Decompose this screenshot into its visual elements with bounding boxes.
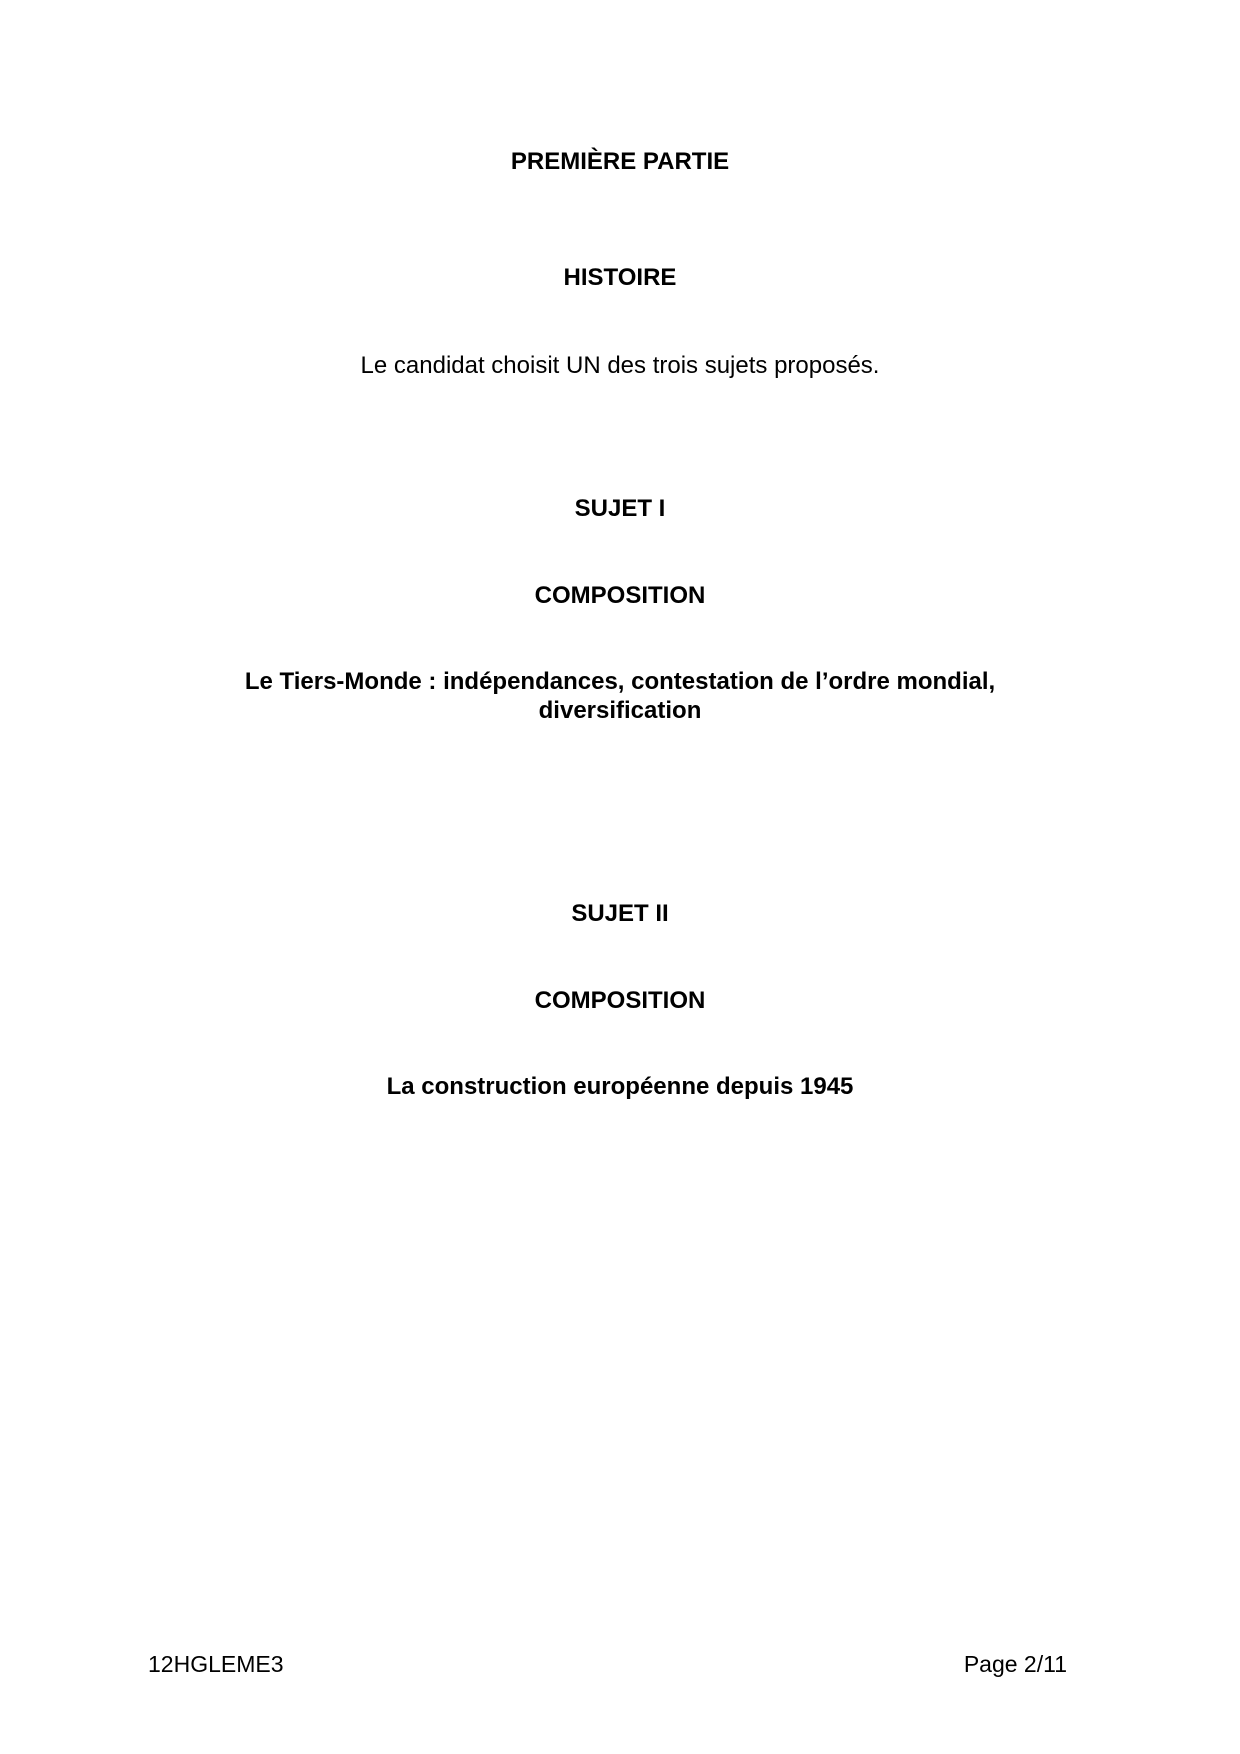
footer-page-number: Page 2/11	[963, 1651, 1067, 1677]
instruction-text: Le candidat choisit UN des trois sujets proposés.	[360, 352, 880, 379]
subject-2-type: COMPOSITION	[534, 987, 706, 1014]
subject-1-title-line2: diversification	[538, 697, 702, 724]
subject-2-title: La construction européenne depuis 1945	[386, 1073, 854, 1100]
part-title: PREMIÈRE PARTIE	[510, 148, 730, 175]
subject-1-type: COMPOSITION	[534, 582, 706, 609]
subject-1-title-line1: Le Tiers-Monde : indépendances, contestation de l’ordre mondial,	[244, 668, 996, 695]
subject-2-label: SUJET II	[571, 900, 669, 927]
subject-area-heading: HISTOIRE	[563, 264, 677, 291]
subject-1-label: SUJET I	[574, 495, 666, 522]
footer-exam-code: 12HGLEME3	[148, 1651, 284, 1677]
